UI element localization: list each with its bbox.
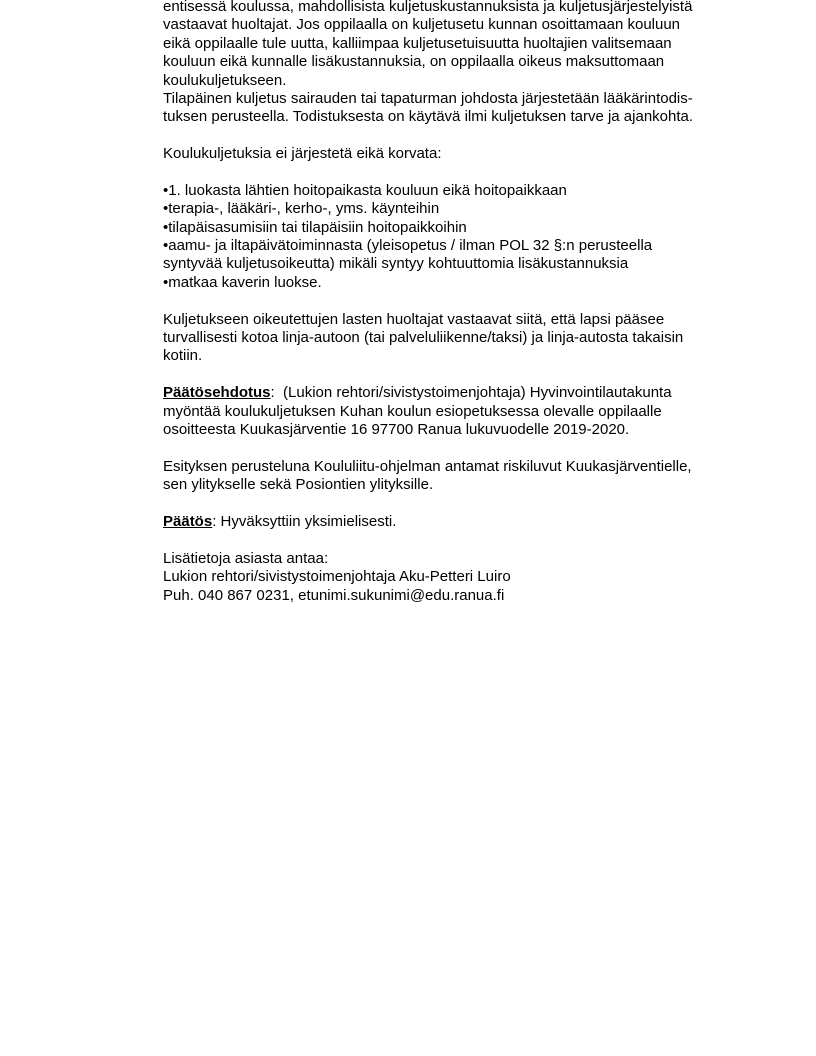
- contact-line: Puh. 040 867 0231, etunimi.sukunimi@edu.ranua.fi: [163, 586, 505, 604]
- decision-line: [163, 513, 693, 531]
- bullet-item: •matkaa kaverin luokse.: [163, 273, 322, 291]
- text-line: Tilapäinen kuljetus sairauden tai tapaturman johdosta järjestetään lääkärintodis-: [163, 89, 693, 107]
- decision-label: Päätös: [163, 512, 213, 530]
- not-arranged-heading: Koulukuljetuksia ei järjestetä eikä korvata:: [163, 145, 442, 163]
- text-line: eikä oppilaalle tule uutta, kalliimpaa kuljetusetuisuutta huoltajien valitsemaan: [163, 34, 672, 52]
- contact-line: Lisätietoja asiasta antaa:: [163, 549, 329, 567]
- proposal-line: osoitteesta Kuukasjärventie 16 97700 Ranua lukuvuodelle 2019-2020.: [163, 420, 630, 438]
- proposal-text: : (Lukion rehtori/sivistystoimenjohtaja) Hyvinvointilautakunta: [270, 384, 672, 402]
- bullet-item: •aamu- ja iltapäivätoiminnasta (yleisopetus / ilman POL 32 §:n perusteella: [163, 237, 653, 255]
- justification-line: Esityksen perusteluna Koululiitu-ohjelman antamat riskiluvut Kuukasjärventielle,: [163, 457, 692, 475]
- text-line: kouluun eikä kunnalle lisäkustannuksia, on oppilaalla oikeus maksuttomaan: [163, 53, 665, 71]
- proposal-line: myöntää koulukuljetuksen Kuhan koulun esiopetuksessa olevalle oppilaalle: [163, 402, 662, 420]
- contact-line: Lukion rehtori/sivistystoimenjohtaja Aku-Petteri Luiro: [163, 568, 511, 586]
- bullet-item: •tilapäisasumisiin tai tilapäisiin hoitopaikkoihin: [163, 218, 467, 236]
- text-line: entisessä koulussa, mahdollisista kuljetuskustannuksista ja kuljetusjärjestelyistä: [163, 0, 693, 15]
- blank-line: [163, 164, 693, 182]
- proposal-label: Päätösehdotus: [163, 384, 271, 402]
- text-line: turvallisesti kotoa linja-autoon (tai palveluliikenne/taksi) ja linja-autosta takaisin: [163, 329, 684, 347]
- proposal-line: [163, 384, 693, 402]
- bullet-item-continuation: syntyvää kuljetusoikeutta) mikäli syntyy kohtuuttomia lisäkustannuksia: [163, 255, 629, 273]
- justification-line: sen ylitykselle sekä Posiontien ylityksille.: [163, 476, 434, 494]
- blank-line: [163, 366, 693, 384]
- bullet-item: •1. luokasta lähtien hoitopaikasta kouluun eikä hoitopaikkaan: [163, 181, 567, 199]
- blank-line: [163, 439, 693, 457]
- blank-line: [163, 292, 693, 310]
- text-line: vastaavat huoltajat. Jos oppilaalla on kuljetusetu kunnan osoittamaan kouluun: [163, 16, 681, 34]
- blank-line: [163, 495, 693, 513]
- blank-line: [163, 127, 693, 145]
- text-line: koulukuljetukseen.: [163, 71, 287, 89]
- text-line: kotiin.: [163, 347, 203, 365]
- decision-text: : Hyväksyttiin yksimielisesti.: [212, 512, 397, 530]
- bullet-item: •terapia-, lääkäri-, kerho-, yms. käynteihin: [163, 200, 440, 218]
- text-line: Kuljetukseen oikeutettujen lasten huoltajat vastaavat siitä, että lapsi pääsee: [163, 310, 665, 328]
- text-line: tuksen perusteella. Todistuksesta on käytävä ilmi kuljetuksen tarve ja ajankohta.: [163, 108, 694, 126]
- blank-line: [163, 531, 693, 549]
- document-page: [163, 0, 693, 605]
